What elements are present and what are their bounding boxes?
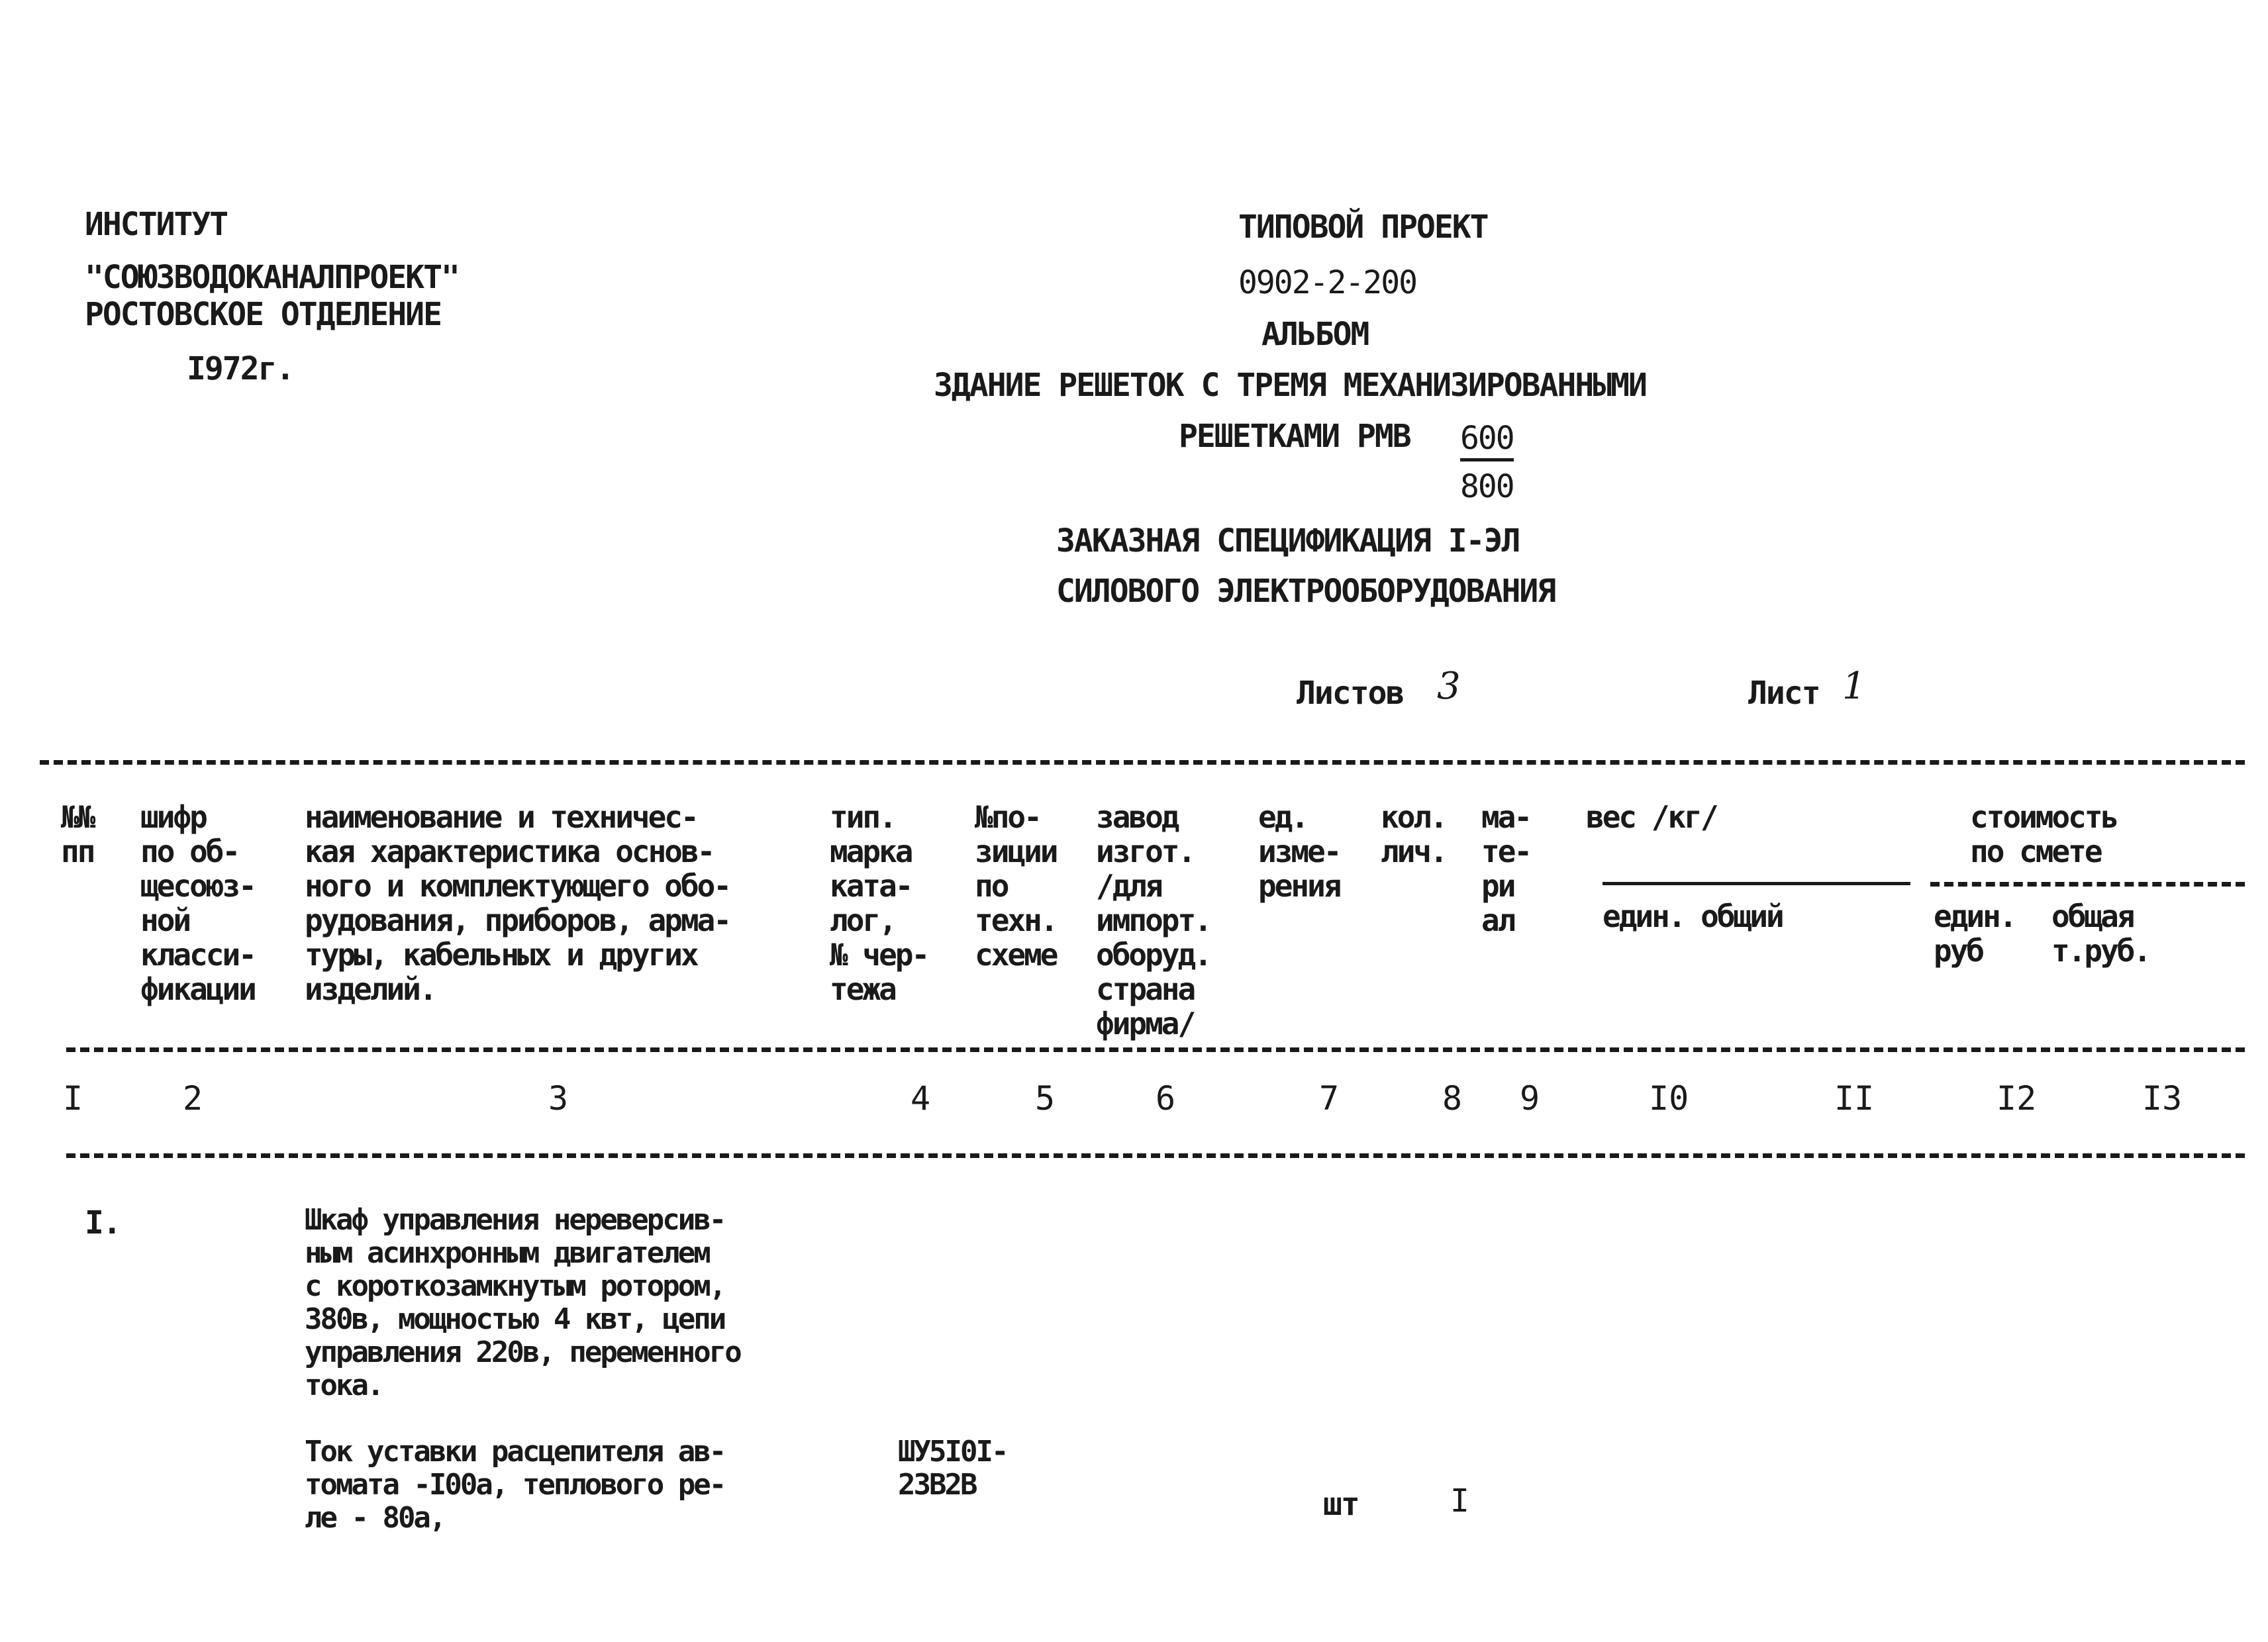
fraction-numerator: 600 xyxy=(1460,418,1514,461)
header-col-weight-units: един. общий xyxy=(1602,898,1783,934)
row-type-mark: ШУ5I0I- 23В2В xyxy=(898,1435,1007,1502)
column-number: I3 xyxy=(2142,1079,2183,1118)
fraction-denominator: 800 xyxy=(1460,468,1514,505)
column-number: I2 xyxy=(1997,1079,2037,1118)
header-bottom-rule xyxy=(66,1047,2245,1052)
project-type: ТИПОВОЙ ПРОЕКТ xyxy=(1238,209,1488,246)
project-title-line1: ЗДАНИЕ РЕШЕТОК С ТРЕМЯ МЕХАНИЗИРОВАННЫМИ xyxy=(934,367,1646,404)
project-album: АЛЬБОМ xyxy=(1261,316,1369,353)
header-col-type: тип. марка ката- лог, № чер- тежа xyxy=(830,799,928,1007)
row-unit: шт xyxy=(1323,1486,1359,1523)
header-col-name: наименование и техничес- кая характеристика основ- ного и комплектующего обо- рудования, приборов, арма- туры, кабельных и других изделий. xyxy=(305,799,730,1007)
institute-name-line2: "СОЮЗВОДОКАНАЛПРОЕКТ" xyxy=(85,259,459,296)
header-col-num: №№ пп xyxy=(61,799,94,869)
header-col-code: шифр по об- щесоюз- ной класси- фикации xyxy=(140,799,255,1007)
table-top-rule xyxy=(40,760,2245,765)
header-col-position: №по- зиции по техн. схеме xyxy=(975,799,1057,973)
spec-title-line1: ЗАКАЗНАЯ СПЕЦИФИКАЦИЯ I-ЭЛ xyxy=(1056,522,1520,559)
column-number: 4 xyxy=(911,1079,931,1118)
header-col-weight: вес /кг/ xyxy=(1586,799,1717,835)
institute-name-line1: ИНСТИТУТ xyxy=(85,206,228,243)
row-description: Ток уставки расцепителя ав- томата -I00а, теплового ре- ле - 80а, xyxy=(305,1435,725,1535)
sheets-total-label: Листов xyxy=(1297,675,1404,712)
project-code: 0902-2-200 xyxy=(1238,264,1416,301)
header-col-unit: ед. изме- рения xyxy=(1258,799,1340,904)
header-col-cost-unit: един. руб xyxy=(1934,898,2016,969)
row-quantity: I xyxy=(1450,1482,1468,1520)
row-number: I. xyxy=(85,1204,121,1241)
column-number: 5 xyxy=(1035,1079,1056,1118)
project-title-line2: РЕШЕТКАМИ РМВ xyxy=(1179,418,1410,455)
header-col-material: ма- те- ри ал xyxy=(1481,799,1531,938)
institute-name-line3: РОСТОВСКОЕ ОТДЕЛЕНИЕ xyxy=(85,296,441,333)
institute-year: I972г. xyxy=(187,350,294,387)
header-col-cost-total: общая т.руб. xyxy=(2051,898,2150,969)
column-number: 8 xyxy=(1442,1079,1463,1118)
row-description: Шкаф управления нереверсив- ным асинхронным двигателем с короткозамкнутым ротором, 380в, мощностью 4 квт, цепи управления 220в, переменного тока. xyxy=(305,1203,740,1402)
weight-subheader-rule xyxy=(1602,882,1910,885)
header-col-manufacturer: завод изгот. /для импорт. оборуд. страна фирма/ xyxy=(1096,799,1210,1041)
column-number: I0 xyxy=(1649,1079,1689,1118)
header-col-cost: стоимость по смете xyxy=(1970,799,2118,869)
column-numbers-rule xyxy=(66,1153,2245,1158)
column-number: 2 xyxy=(183,1079,203,1118)
sheet-label: Лист xyxy=(1748,675,1820,712)
column-number: I xyxy=(63,1079,83,1118)
column-number: 9 xyxy=(1520,1079,1540,1118)
column-number: II xyxy=(1834,1079,1875,1118)
sheets-total-value: 3 xyxy=(1437,665,1461,708)
column-number: 6 xyxy=(1156,1079,1176,1118)
spec-title-line2: СИЛОВОГО ЭЛЕКТРООБОРУДОВАНИЯ xyxy=(1056,573,1555,610)
sheet-value: 1 xyxy=(1842,665,1866,708)
column-number: 3 xyxy=(548,1079,569,1118)
cost-subheader-rule xyxy=(1930,882,2245,887)
column-number: 7 xyxy=(1319,1079,1340,1118)
header-col-quantity: кол. лич. xyxy=(1381,799,1446,869)
